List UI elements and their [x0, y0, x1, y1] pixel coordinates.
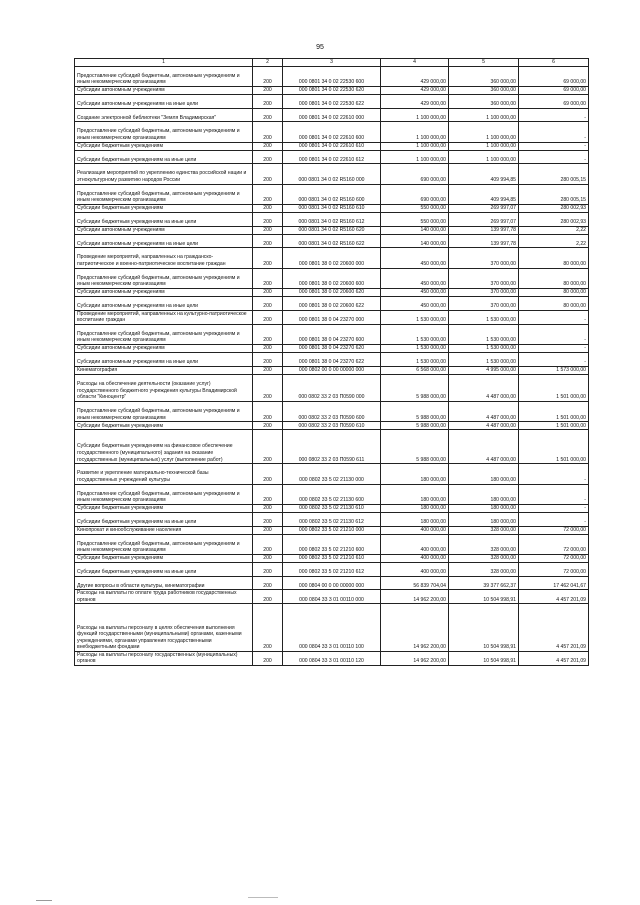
row-approved: 690 000,00: [381, 184, 449, 204]
row-unexecuted: 17 462 041,67: [519, 576, 589, 590]
row-name: Расходы на выплаты персоналу в целях обеспечения выполнения функций государственными (муниципальными) органами, казенными учреждениями, органами управления государственными внебюджетными фондами: [75, 604, 253, 652]
row-executed: 4 995 000,00: [449, 366, 519, 374]
row-name: Предоставление субсидий бюджетным, автономным учреждениям и иным некоммерческим организациям: [75, 324, 253, 344]
row-executed: 328 000,00: [449, 526, 519, 534]
row-name: Расходы на выплаты персоналу государственных (муниципальных) органов: [75, 651, 253, 665]
table-header-row: [75, 59, 589, 67]
table-row: [75, 184, 589, 204]
row-budget-code: 000 0801 34 0 02 22610 600: [283, 122, 381, 142]
table-row: [75, 422, 589, 430]
row-admin-code: 200: [253, 234, 283, 248]
table-row: [75, 204, 589, 212]
table-row: [75, 150, 589, 164]
row-admin-code: 200: [253, 353, 283, 367]
row-name: Создание электронной библиотеки "Земля Владимирская": [75, 108, 253, 122]
header-col-6: 6: [519, 59, 589, 67]
row-approved: 400 000,00: [381, 555, 449, 563]
row-name: Субсидии автономным учреждениям: [75, 288, 253, 296]
row-approved: 400 000,00: [381, 526, 449, 534]
table-row: [75, 324, 589, 344]
row-unexecuted: -: [519, 353, 589, 367]
row-name: Реализация мероприятий по укреплению единства российской нации и этнокультурному развитию народов России: [75, 164, 253, 184]
row-approved: 14 962 200,00: [381, 604, 449, 652]
row-name: Субсидии бюджетным учреждениям на иные цели: [75, 513, 253, 527]
row-name: Расходы на выплаты по оплате труда работников государственных органов: [75, 590, 253, 604]
row-budget-code: 000 0801 34 0 02 R5160 622: [283, 234, 381, 248]
row-approved: 1 530 000,00: [381, 324, 449, 344]
row-budget-code: 000 0801 34 0 02 R5160 612: [283, 212, 381, 226]
row-approved: 5 988 000,00: [381, 430, 449, 464]
row-executed: 39 377 662,37: [449, 576, 519, 590]
row-budget-code: 000 0802 33 5 02 21210 000: [283, 526, 381, 534]
row-unexecuted: 280 005,15: [519, 164, 589, 184]
row-admin-code: 200: [253, 651, 283, 665]
row-executed: 1 100 000,00: [449, 150, 519, 164]
row-admin-code: 200: [253, 122, 283, 142]
row-unexecuted: 72 000,00: [519, 534, 589, 554]
row-executed: 4 487 000,00: [449, 430, 519, 464]
row-budget-code: 000 0801 34 0 02 R5160 600: [283, 184, 381, 204]
row-admin-code: 200: [253, 150, 283, 164]
row-name: Субсидии автономным учреждениям: [75, 86, 253, 94]
row-unexecuted: 280 002,93: [519, 204, 589, 212]
row-budget-code: 000 0801 38 0 02 20600 000: [283, 248, 381, 268]
row-budget-code: 000 0801 34 0 02 22610 610: [283, 142, 381, 150]
row-unexecuted: 72 000,00: [519, 555, 589, 563]
row-name: Субсидии бюджетным учреждениям: [75, 505, 253, 513]
row-budget-code: 000 0802 33 5 02 21130 610: [283, 505, 381, 513]
row-approved: 14 962 200,00: [381, 590, 449, 604]
table-row: [75, 464, 589, 484]
row-admin-code: 200: [253, 324, 283, 344]
row-approved: 180 000,00: [381, 513, 449, 527]
row-name: Субсидии бюджетным учреждениям на иные цели: [75, 150, 253, 164]
table-row: [75, 296, 589, 310]
row-budget-code: 000 0804 33 3 01 00110 100: [283, 604, 381, 652]
row-executed: 1 530 000,00: [449, 345, 519, 353]
row-admin-code: 200: [253, 212, 283, 226]
budget-execution-table: [74, 58, 589, 666]
row-budget-code: 000 0802 33 5 02 21130 600: [283, 484, 381, 504]
table-row: [75, 268, 589, 288]
scan-mark-center: [248, 897, 278, 898]
row-unexecuted: -: [519, 310, 589, 324]
row-executed: 360 000,00: [449, 86, 519, 94]
row-name: Проведение мероприятий, направленных на гражданско-патриотическое и военно-патриотическое воспитание граждан: [75, 248, 253, 268]
row-admin-code: 200: [253, 513, 283, 527]
row-name: Предоставление субсидий бюджетным, автономным учреждениям и иным некоммерческим организациям: [75, 122, 253, 142]
row-budget-code: 000 0801 34 0 02 22610 612: [283, 150, 381, 164]
row-executed: 4 487 000,00: [449, 401, 519, 421]
row-admin-code: 200: [253, 505, 283, 513]
row-budget-code: 000 0802 33 5 02 21130 000: [283, 464, 381, 484]
row-name: Субсидии бюджетным учреждениям на иные цели: [75, 212, 253, 226]
row-approved: 450 000,00: [381, 288, 449, 296]
row-approved: 14 962 200,00: [381, 651, 449, 665]
table-row: [75, 374, 589, 401]
row-admin-code: 200: [253, 310, 283, 324]
row-budget-code: 000 0801 38 0 04 23270 600: [283, 324, 381, 344]
header-col-3: 3: [283, 59, 381, 67]
row-name: Субсидии бюджетным учреждениям: [75, 555, 253, 563]
table-row: [75, 226, 589, 234]
row-admin-code: 200: [253, 430, 283, 464]
row-admin-code: 200: [253, 226, 283, 234]
row-admin-code: 200: [253, 94, 283, 108]
row-admin-code: 200: [253, 164, 283, 184]
row-approved: 429 000,00: [381, 94, 449, 108]
row-approved: 140 000,00: [381, 226, 449, 234]
row-unexecuted: 72 000,00: [519, 563, 589, 577]
row-executed: 4 487 000,00: [449, 422, 519, 430]
row-name: Предоставление субсидий бюджетным, автономным учреждениям и иным некоммерческим организациям: [75, 534, 253, 554]
table-row: [75, 484, 589, 504]
row-budget-code: 000 0801 38 0 04 23270 620: [283, 345, 381, 353]
row-unexecuted: 1 501 000,00: [519, 422, 589, 430]
row-budget-code: 000 0804 33 3 01 00110 000: [283, 590, 381, 604]
table-row: [75, 366, 589, 374]
row-budget-code: 000 0801 34 0 02 22610 000: [283, 108, 381, 122]
row-admin-code: 200: [253, 555, 283, 563]
table-row: [75, 555, 589, 563]
row-executed: 4 487 000,00: [449, 374, 519, 401]
row-budget-code: 000 0801 34 0 02 R5160 000: [283, 164, 381, 184]
row-executed: 1 100 000,00: [449, 108, 519, 122]
header-col-1: 1: [75, 59, 253, 67]
row-unexecuted: 1 573 000,00: [519, 366, 589, 374]
row-executed: 1 530 000,00: [449, 310, 519, 324]
header-col-5: 5: [449, 59, 519, 67]
row-budget-code: 000 0802 33 2 03 П0590 000: [283, 374, 381, 401]
table-row: [75, 142, 589, 150]
row-admin-code: 200: [253, 563, 283, 577]
row-name: Предоставление субсидий бюджетным, автономным учреждениям и иным некоммерческим организациям: [75, 484, 253, 504]
row-approved: 1 100 000,00: [381, 122, 449, 142]
row-unexecuted: -: [519, 345, 589, 353]
row-approved: 690 000,00: [381, 164, 449, 184]
row-admin-code: 200: [253, 345, 283, 353]
table-row: [75, 513, 589, 527]
row-admin-code: 200: [253, 142, 283, 150]
row-admin-code: 200: [253, 374, 283, 401]
row-budget-code: 000 0801 38 0 02 20600 600: [283, 268, 381, 288]
row-name: Субсидии бюджетным учреждениям: [75, 142, 253, 150]
row-admin-code: 200: [253, 66, 283, 86]
row-admin-code: 200: [253, 534, 283, 554]
row-executed: 139 997,78: [449, 234, 519, 248]
row-budget-code: 000 0801 38 0 04 23270 000: [283, 310, 381, 324]
row-admin-code: 200: [253, 401, 283, 421]
row-executed: 10 504 998,91: [449, 651, 519, 665]
row-executed: 139 997,78: [449, 226, 519, 234]
row-admin-code: 200: [253, 576, 283, 590]
row-approved: 1 530 000,00: [381, 345, 449, 353]
row-name: Субсидии автономным учреждениям на иные цели: [75, 234, 253, 248]
row-approved: 429 000,00: [381, 66, 449, 86]
row-approved: 1 530 000,00: [381, 353, 449, 367]
row-budget-code: 000 0804 33 3 01 00110 120: [283, 651, 381, 665]
row-name: Другие вопросы в области культуры, кинематографии: [75, 576, 253, 590]
row-executed: 10 504 998,91: [449, 604, 519, 652]
row-unexecuted: 80 000,00: [519, 268, 589, 288]
row-unexecuted: 80 000,00: [519, 296, 589, 310]
row-name: Предоставление субсидий бюджетным, автономным учреждениям и иным некоммерческим организациям: [75, 401, 253, 421]
row-budget-code: 000 0802 33 2 03 П0590 611: [283, 430, 381, 464]
row-unexecuted: -: [519, 484, 589, 504]
row-name: Кинопрокат и кинообслуживание населения: [75, 526, 253, 534]
row-executed: 328 000,00: [449, 555, 519, 563]
row-budget-code: 000 0804 00 0 00 00000 000: [283, 576, 381, 590]
row-unexecuted: 280 002,93: [519, 212, 589, 226]
table-body: [75, 66, 589, 665]
row-unexecuted: 1 501 000,00: [519, 430, 589, 464]
row-unexecuted: 2,22: [519, 234, 589, 248]
header-col-2: 2: [253, 59, 283, 67]
table-row: [75, 66, 589, 86]
row-approved: 180 000,00: [381, 464, 449, 484]
table-row: [75, 164, 589, 184]
row-approved: 550 000,00: [381, 204, 449, 212]
row-unexecuted: 4 457 201,09: [519, 651, 589, 665]
row-budget-code: 000 0802 33 5 02 21210 600: [283, 534, 381, 554]
row-unexecuted: 69 000,00: [519, 86, 589, 94]
table-row: [75, 534, 589, 554]
table-row: [75, 212, 589, 226]
row-name: Субсидии бюджетным учреждениям: [75, 204, 253, 212]
row-budget-code: 000 0801 34 0 02 R5160 620: [283, 226, 381, 234]
row-approved: 5 988 000,00: [381, 401, 449, 421]
table-row: [75, 353, 589, 367]
row-unexecuted: -: [519, 505, 589, 513]
row-budget-code: 000 0801 38 0 02 20600 620: [283, 288, 381, 296]
row-unexecuted: 4 457 201,09: [519, 590, 589, 604]
row-approved: 550 000,00: [381, 212, 449, 226]
row-budget-code: 000 0801 34 0 02 22530 622: [283, 94, 381, 108]
row-executed: 370 000,00: [449, 268, 519, 288]
row-executed: 269 997,07: [449, 212, 519, 226]
row-unexecuted: 80 000,00: [519, 288, 589, 296]
row-executed: 180 000,00: [449, 464, 519, 484]
row-name: Субсидии бюджетным учреждениям на финансовое обеспечение государственного (муниципального) задания на оказание государственных (муниципальных) услуг (выполнение работ): [75, 430, 253, 464]
row-approved: 1 100 000,00: [381, 150, 449, 164]
row-name: Проведение мероприятий, направленных на культурно-патриотическое воспитание граждан: [75, 310, 253, 324]
row-approved: 56 839 704,04: [381, 576, 449, 590]
row-approved: 6 568 000,00: [381, 366, 449, 374]
row-admin-code: 200: [253, 484, 283, 504]
row-admin-code: 200: [253, 296, 283, 310]
row-approved: 180 000,00: [381, 484, 449, 504]
row-admin-code: 200: [253, 288, 283, 296]
row-executed: 360 000,00: [449, 66, 519, 86]
row-name: Предоставление субсидий бюджетным, автономным учреждениям и иным некоммерческим организациям: [75, 268, 253, 288]
row-unexecuted: -: [519, 513, 589, 527]
row-executed: 269 997,07: [449, 204, 519, 212]
row-approved: 429 000,00: [381, 86, 449, 94]
table-row: [75, 590, 589, 604]
row-executed: 328 000,00: [449, 534, 519, 554]
row-name: Расходы на обеспечение деятельности (оказание услуг) государственного бюджетного учреждения культуры Владимирской области "Киноцентр": [75, 374, 253, 401]
table-row: [75, 430, 589, 464]
row-budget-code: 000 0801 34 0 02 22530 620: [283, 86, 381, 94]
row-unexecuted: -: [519, 324, 589, 344]
row-budget-code: 000 0802 33 5 02 21130 612: [283, 513, 381, 527]
table-row: [75, 345, 589, 353]
table-row: [75, 526, 589, 534]
row-admin-code: 200: [253, 526, 283, 534]
row-executed: 370 000,00: [449, 288, 519, 296]
table-row: [75, 288, 589, 296]
row-budget-code: 000 0801 34 0 02 22530 600: [283, 66, 381, 86]
row-name: Предоставление субсидий бюджетным, автономным учреждениям и иным некоммерческим организациям: [75, 184, 253, 204]
table-row: [75, 604, 589, 652]
row-executed: 360 000,00: [449, 94, 519, 108]
row-unexecuted: -: [519, 464, 589, 484]
row-unexecuted: 2,22: [519, 226, 589, 234]
row-budget-code: 000 0802 33 5 02 21210 612: [283, 563, 381, 577]
row-admin-code: 200: [253, 590, 283, 604]
row-budget-code: 000 0801 34 0 02 R5160 610: [283, 204, 381, 212]
row-approved: 140 000,00: [381, 234, 449, 248]
table-row: [75, 234, 589, 248]
row-approved: 450 000,00: [381, 268, 449, 288]
table-row: [75, 122, 589, 142]
row-admin-code: 200: [253, 422, 283, 430]
row-admin-code: 200: [253, 464, 283, 484]
row-unexecuted: -: [519, 150, 589, 164]
row-executed: 1 100 000,00: [449, 142, 519, 150]
row-name: Субсидии автономным учреждениям на иные цели: [75, 353, 253, 367]
row-executed: 409 994,85: [449, 164, 519, 184]
row-admin-code: 200: [253, 604, 283, 652]
row-unexecuted: 80 000,00: [519, 248, 589, 268]
row-unexecuted: -: [519, 122, 589, 142]
row-approved: 400 000,00: [381, 534, 449, 554]
row-approved: 5 988 000,00: [381, 422, 449, 430]
row-admin-code: 200: [253, 268, 283, 288]
row-approved: 400 000,00: [381, 563, 449, 577]
row-name: Субсидии бюджетным учреждениям на иные цели: [75, 563, 253, 577]
row-approved: 180 000,00: [381, 505, 449, 513]
table-row: [75, 505, 589, 513]
row-unexecuted: 72 000,00: [519, 526, 589, 534]
table-row: [75, 310, 589, 324]
row-executed: 370 000,00: [449, 296, 519, 310]
row-name: Кинематография: [75, 366, 253, 374]
row-unexecuted: 1 501 000,00: [519, 401, 589, 421]
row-name: Субсидии автономным учреждениям: [75, 226, 253, 234]
row-unexecuted: 69 000,00: [519, 94, 589, 108]
table-row: [75, 401, 589, 421]
row-budget-code: 000 0802 33 5 02 21210 610: [283, 555, 381, 563]
row-approved: 450 000,00: [381, 296, 449, 310]
row-admin-code: 200: [253, 108, 283, 122]
scan-mark-left: [36, 900, 52, 901]
row-executed: 180 000,00: [449, 484, 519, 504]
row-unexecuted: -: [519, 108, 589, 122]
row-name: Предоставление субсидий бюджетным, автономным учреждениям и иным некоммерческим организациям: [75, 66, 253, 86]
row-admin-code: 200: [253, 204, 283, 212]
row-admin-code: 200: [253, 184, 283, 204]
table-row: [75, 94, 589, 108]
row-unexecuted: -: [519, 142, 589, 150]
row-admin-code: 200: [253, 248, 283, 268]
table-row: [75, 86, 589, 94]
row-executed: 10 504 998,91: [449, 590, 519, 604]
row-executed: 1 530 000,00: [449, 353, 519, 367]
row-name: Субсидии бюджетным учреждениям: [75, 422, 253, 430]
row-budget-code: 000 0802 00 0 00 00000 000: [283, 366, 381, 374]
row-executed: 409 994,85: [449, 184, 519, 204]
table-row: [75, 576, 589, 590]
row-executed: 370 000,00: [449, 248, 519, 268]
row-executed: 180 000,00: [449, 513, 519, 527]
row-unexecuted: 4 457 201,09: [519, 604, 589, 652]
row-name: Субсидии автономным учреждениям на иные цели: [75, 296, 253, 310]
row-approved: 1 530 000,00: [381, 310, 449, 324]
row-budget-code: 000 0802 33 2 03 П0590 610: [283, 422, 381, 430]
row-admin-code: 200: [253, 86, 283, 94]
row-executed: 180 000,00: [449, 505, 519, 513]
table-row: [75, 563, 589, 577]
header-col-4: 4: [381, 59, 449, 67]
row-approved: 1 100 000,00: [381, 142, 449, 150]
row-budget-code: 000 0802 33 2 03 П0590 600: [283, 401, 381, 421]
row-executed: 328 000,00: [449, 563, 519, 577]
row-executed: 1 530 000,00: [449, 324, 519, 344]
row-name: Субсидии автономным учреждениям: [75, 345, 253, 353]
row-approved: 1 100 000,00: [381, 108, 449, 122]
row-budget-code: 000 0801 38 0 02 20600 622: [283, 296, 381, 310]
row-approved: 450 000,00: [381, 248, 449, 268]
row-unexecuted: 69 000,00: [519, 66, 589, 86]
row-budget-code: 000 0801 38 0 04 23270 622: [283, 353, 381, 367]
row-unexecuted: 280 005,15: [519, 184, 589, 204]
row-unexecuted: 1 501 000,00: [519, 374, 589, 401]
row-admin-code: 200: [253, 366, 283, 374]
table-row: [75, 108, 589, 122]
page-number: 95: [316, 44, 324, 51]
table-row: [75, 248, 589, 268]
row-executed: 1 100 000,00: [449, 122, 519, 142]
row-name: Развитие и укрепление материально-технической базы государственных учреждений культуры: [75, 464, 253, 484]
row-approved: 5 988 000,00: [381, 374, 449, 401]
row-name: Субсидии автономным учреждениям на иные цели: [75, 94, 253, 108]
table-row: [75, 651, 589, 665]
